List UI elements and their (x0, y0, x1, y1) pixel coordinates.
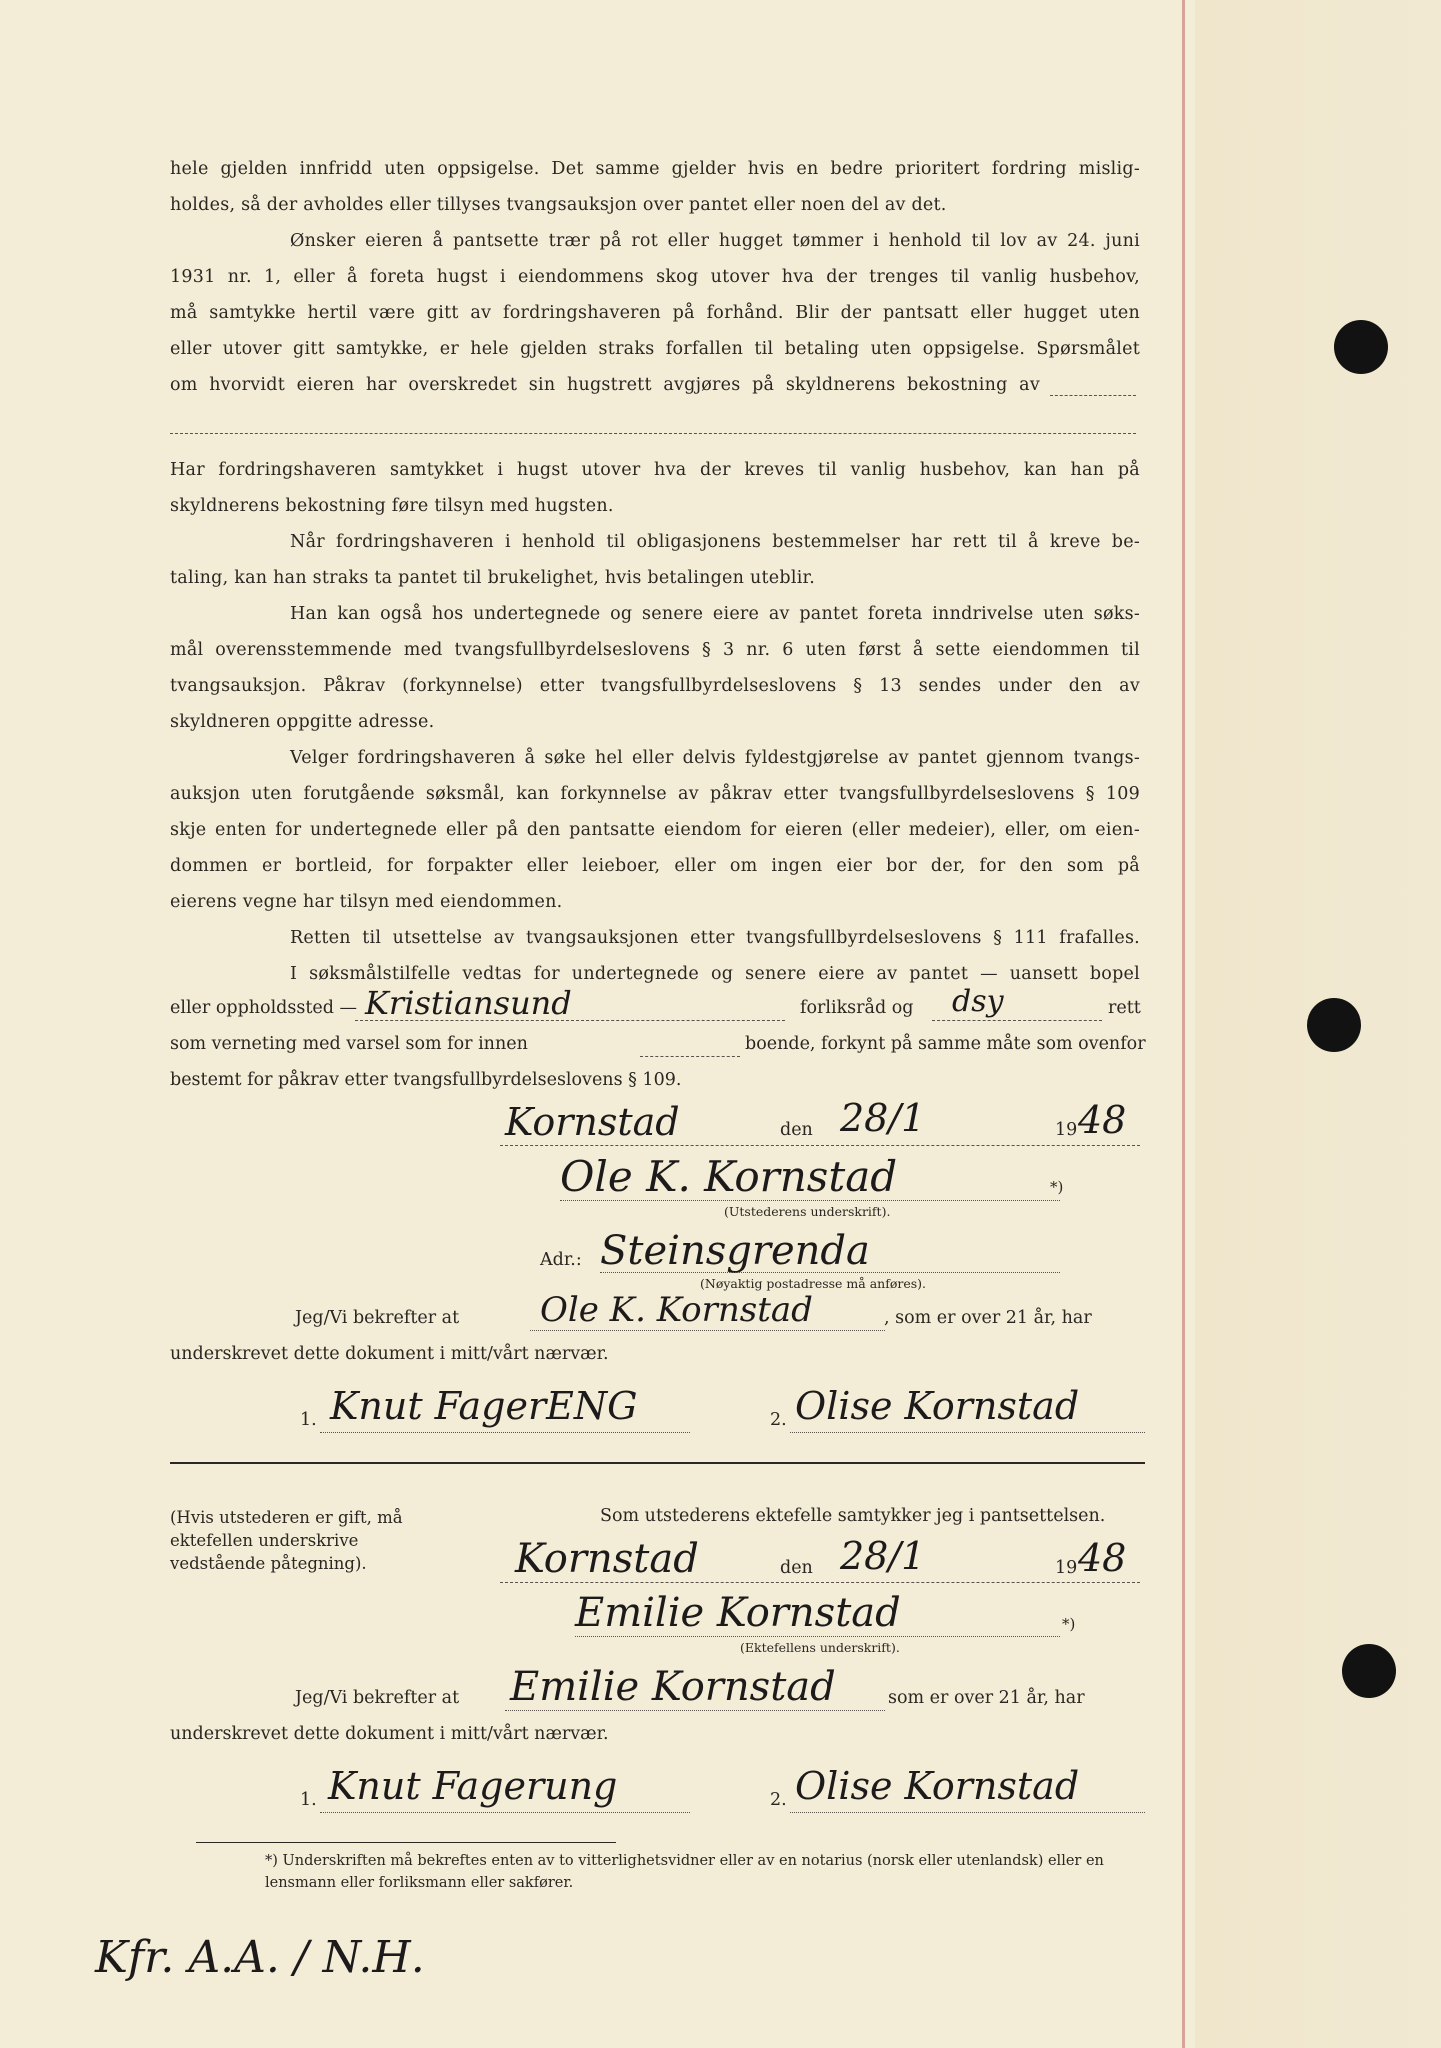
punch-hole-middle (1307, 998, 1361, 1052)
jeg-vi-label: Jeg/Vi bekrefter at (295, 1688, 460, 1708)
spouse-caption: (Ektefellens underskrift). (740, 1640, 900, 1655)
venue-line-2b: boende, forkynt på samme måte som ovenfor (745, 1034, 1146, 1054)
place-handwriting: Kornstad (505, 1100, 680, 1144)
over21-label: som er over 21 år, har (888, 1688, 1085, 1708)
underskrevet-label: underskrevet dette dokument i mitt/vårt nærvær. (170, 1724, 609, 1744)
body-line: Ønsker eieren å pantsette trær på rot eller hugget tømmer i henhold til lov av 24. juni (290, 231, 1140, 251)
body-line: skyldneren oppgitte adresse. (170, 712, 435, 732)
venue-court-handwriting: dsy (952, 984, 1004, 1019)
body-line: Retten til utsettelse av tvangsauksjonen etter tvangsfullbyrdelseslovens § 111 frafalles. (290, 928, 1140, 948)
rett-label: rett (1108, 998, 1141, 1018)
punch-hole-top (1334, 320, 1388, 374)
spouse-date-handwriting: 28/1 (840, 1534, 926, 1578)
body-line: eller utover gitt samtykke, er hele gjelden straks forfallen til betaling uten oppsigelse. Spørsmålet (170, 339, 1140, 359)
issuer-signature: Ole K. Kornstad (560, 1152, 898, 1201)
body-line: taling, kan han straks ta pantet til brukelighet, hvis betalingen uteblir. (170, 568, 816, 588)
body-line: I søksmålstilfelle vedtas for undertegnede og senere eiere av pantet — uansett bopel (290, 964, 1140, 984)
witness-line (320, 1432, 690, 1433)
confirm-name-handwriting: Ole K. Kornstad (540, 1290, 813, 1330)
body-line: Velger fordringshaveren å søke hel eller delvis fyldestgjørelse av pantet gjennom tvangs- (290, 748, 1140, 768)
issuer-caption: (Utstederens underskrift). (724, 1204, 891, 1219)
fill-line (640, 1056, 740, 1057)
witness-number-2: 2. (770, 1410, 787, 1430)
bottom-note-handwriting: Kfr. A.A. / N.H. (95, 1932, 425, 1983)
date-line (500, 1582, 1140, 1583)
witness1-signature: Knut FagerENG (330, 1384, 638, 1428)
confirm-line (530, 1330, 885, 1331)
witness-line (790, 1812, 1145, 1813)
punch-hole-bottom (1342, 1644, 1396, 1698)
over21-label: , som er over 21 år, har (884, 1308, 1092, 1328)
body-line: Har fordringshaveren samtykket i hugst utover hva der kreves til vanlig husbehov, kan han på (170, 460, 1140, 480)
year-prefix: 19 (1055, 1558, 1078, 1578)
body-line: Når fordringshaveren i henhold til obligasjonens bestemmelser har rett til å kreve be- (290, 532, 1140, 552)
underskrevet-label: underskrevet dette dokument i mitt/vårt nærvær. (170, 1344, 609, 1364)
footnote-text: *) Underskriften må bekreftes enten av to vitterlighetsvidner eller av en notarius (norsk eller utenlandsk) eller en lensmann eller forliksmann eller sakfører. (265, 1853, 1104, 1891)
date-line (500, 1145, 1140, 1146)
body-line: eierens vegne har tilsyn med eiendommen. (170, 892, 563, 912)
body-line: må samtykke hertil være gitt av fordringshaveren på forhånd. Blir der pantsatt eller hugget uten (170, 303, 1140, 323)
spouse-confirm-handwriting: Emilie Kornstad (510, 1664, 836, 1710)
year-prefix: 19 (1055, 1120, 1078, 1140)
witness-line (790, 1432, 1145, 1433)
venue-line-2a: som verneting med varsel som for innen (170, 1034, 528, 1054)
adr-label: Adr.: (540, 1250, 582, 1270)
witness-number-1: 1. (300, 1410, 317, 1430)
signature-line (575, 1636, 1060, 1637)
date-handwriting: 28/1 (840, 1096, 926, 1140)
venue-town-handwriting: Kristiansund (365, 984, 572, 1022)
body-line: Han kan også hos undertegnede og senere eiere av pantet foreta inndrivelse uten søks- (290, 604, 1140, 624)
body-line: skje enten for undertegnede eller på den pantsatte eiendom for eieren (eller medeier), eller, om eien- (170, 820, 1140, 840)
spouse-year-handwriting: 48 (1078, 1536, 1127, 1580)
fill-line (170, 433, 1136, 434)
body-line: holdes, så der avholdes eller tillyses tvangsauksjon over pantet eller noen del av det. (170, 195, 947, 215)
body-line: om hvorvidt eieren har overskredet sin hugstrett avgjøres på skyldnerens bekostning av (170, 375, 1040, 395)
spouse-side-note: (Hvis utstederen er gift, må ektefellen underskrive vedstående påtegning). (170, 1508, 403, 1573)
venue-prefix: eller oppholdssted — (170, 998, 357, 1018)
section-divider (170, 1462, 1145, 1464)
year-handwriting: 48 (1078, 1098, 1127, 1142)
den-label: den (780, 1558, 813, 1578)
spouse-witness2-signature: Olise Kornstad (795, 1764, 1080, 1808)
body-line: mål overensstemmende med tvangsfullbyrdelseslovens § 3 nr. 6 uten først å sette eiendommen til (170, 640, 1140, 660)
body-line: tvangsauksjon. Påkrav (forkynnelse) etter tvangsfullbyrdelseslovens § 13 sendes under den av (170, 676, 1140, 696)
address-caption: (Nøyaktig postadresse må anføres). (700, 1276, 926, 1291)
signature-line (560, 1200, 1060, 1201)
sig-marker: *) (1062, 1615, 1076, 1633)
body-line: dommen er bortleid, for forpakter eller leieboer, eller om ingen eier bor der, for den som på (170, 856, 1140, 876)
body-line: skyldnerens bekostning føre tilsyn med hugsten. (170, 496, 614, 516)
sig-marker: *) (1050, 1178, 1064, 1196)
address-line (600, 1272, 1060, 1273)
red-margin-line (1182, 0, 1185, 2048)
fill-line (932, 1020, 1102, 1021)
body-line: hele gjelden innfridd uten oppsigelse. Det samme gjelder hvis en bedre prioritert fordring mislig- (170, 159, 1140, 179)
body-line: 1931 nr. 1, eller å foreta hugst i eiendommens skog utover hva der trenges til vanlig husbehov, (170, 267, 1140, 287)
forliksrad-label: forliksråd og (800, 998, 914, 1018)
spouse-signature: Emilie Kornstad (575, 1590, 901, 1636)
spouse-witness1-signature: Knut Fagerung (328, 1764, 618, 1808)
witness-line (320, 1812, 690, 1813)
venue-line-3: bestemt for påkrav etter tvangsfullbyrdelseslovens § 109. (170, 1070, 682, 1090)
footnote (170, 1850, 1140, 1894)
witness-number-1: 1. (300, 1790, 317, 1810)
confirm-line (505, 1710, 885, 1711)
den-label: den (780, 1120, 813, 1140)
spouse-heading: Som utstederens ektefelle samtykker jeg i pantsettelsen. (600, 1506, 1106, 1526)
witness-number-2: 2. (770, 1790, 787, 1810)
address-handwriting: Steinsgrenda (600, 1228, 870, 1274)
jeg-vi-label: Jeg/Vi bekrefter at (295, 1308, 460, 1328)
witness2-signature: Olise Kornstad (795, 1384, 1080, 1428)
footnote-divider (196, 1842, 616, 1843)
fill-line (1050, 395, 1136, 396)
body-line: auksjon uten forutgående søksmål, kan forkynnelse av påkrav etter tvangsfullbyrdelseslovens § 109 (170, 784, 1140, 804)
spouse-place-handwriting: Kornstad (515, 1536, 699, 1582)
